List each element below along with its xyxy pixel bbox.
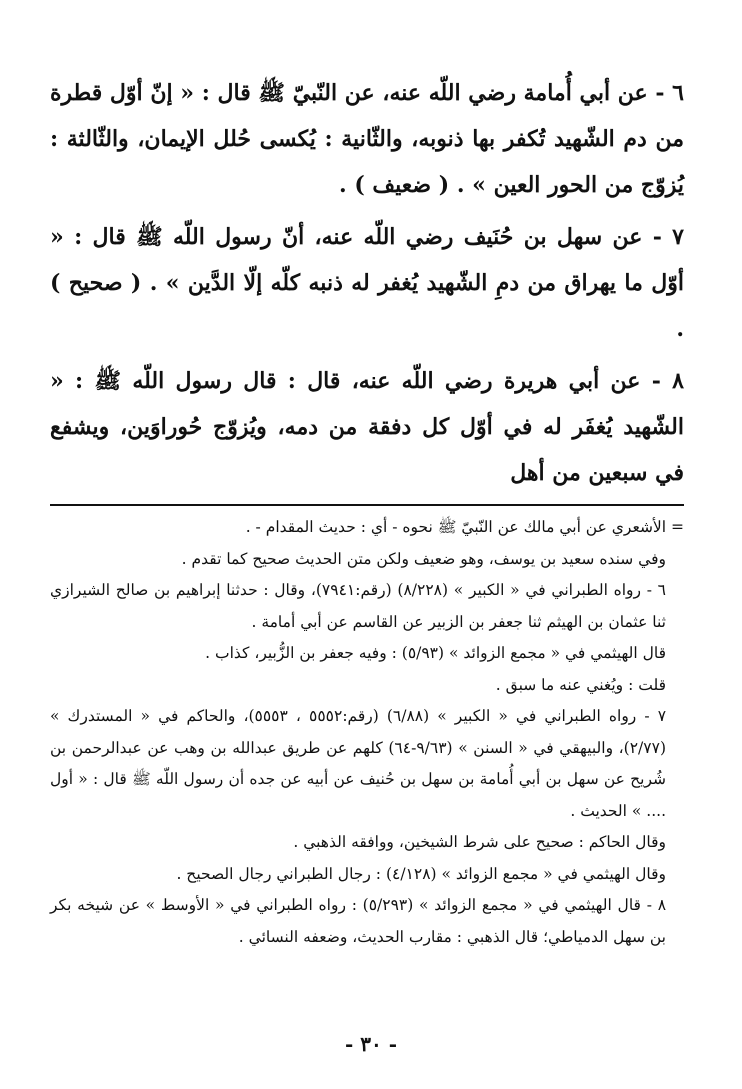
hadith-body: عن سهل بن حُنَيف رضي اللّه عنه، أنّ رسول اللّه ﷺ قال : « أوّل ما يهراق من دمِ الشّهيد يُغفر له ذنبه كلّه إلّا الدَّين » . <box>50 224 684 296</box>
hadith-8 <box>50 358 684 496</box>
footnote-line: قلت : ويُغني عنه ما سبق . <box>495 675 666 694</box>
footnote-line: ٨ - قال الهيثمي في « مجمع الزوائد » (٥/٢٩٣) : رواه الطبراني في « الأوسط » عن شيخه بكر بن سهل الدمياطي؛ قال الذهبي : مقارب الحديث، وضعفه النسائي . <box>50 896 667 946</box>
footnote-line: وفي سنده سعيد بن يوسف، وهو ضعيف ولكن متن الحديث صحيح كما تقدم . <box>181 549 666 568</box>
hadith-body: عن أبي أُمامة رضي اللّه عنه، عن النّبيّ ﷺ قال : « إنّ أوّل قطرة من دم الشّهيد تُكفر بها ذنوبه، والثّانية : يُكسى حُلل الإيمان، والثّالثة : يُزوّج من الحور العين » . <box>50 80 684 198</box>
footnote-line: = الأشعري عن أبي مالك عن النّبيّ ﷺ نحوه - أي : حديث المقدام - . <box>245 518 684 536</box>
hadith-body: عن أبي هريرة رضي اللّه عنه، قال : قال رسول اللّه ﷺ : « الشّهيد يُغفَر له في أوّل كل دفقة من دمه، ويُزوّج حُوراوَين، ويشفع في سبعين من أهل <box>50 368 684 486</box>
hadith-number: ٧ - <box>652 224 684 250</box>
footnote-line: وقال الهيثمي في « مجمع الزوائد » (٤/١٢٨) : رجال الطبراني رجال الصحيح . <box>176 864 666 883</box>
hadith-grade: ( ضعيف ) . <box>339 172 450 198</box>
footnote-line: وقال الحاكم : صحيح على شرط الشيخين، ووافقه الذهبي . <box>293 833 666 851</box>
page-number: - ٣٠ - <box>344 1032 397 1056</box>
footnote-line: ٦ - رواه الطبراني في « الكبير » (٨/٢٢٨) (رقم:٧٩٤١)، وقال : حدثنا إبراهيم بن صالح الشيرازي ثنا عثمان بن الهيثم ثنا جعفر بن الزبير عن القاسم عن أبي أمامة . <box>50 581 666 631</box>
hadith-6 <box>50 70 684 208</box>
main-text <box>50 70 684 496</box>
hadith-7 <box>50 214 684 352</box>
hadith-number: ٨ - <box>651 368 684 394</box>
footnotes <box>50 512 684 953</box>
footnote-divider <box>50 504 684 506</box>
footnote-line: قال الهيثمي في « مجمع الزوائد » (٥/٩٣) : وفيه جعفر بن الزُّبير، كذاب . <box>205 644 666 662</box>
hadith-number: ٦ - <box>655 80 684 106</box>
footnote-line: ٧ - رواه الطبراني في « الكبير » (٦/٨٨) (رقم:٥٥٥٢ ، ٥٥٥٣)، والحاكم في « المستدرك » (٢/٧٧)، والبيهقي في « السنن » (٩/٦٣-٦٤) كلهم عن طريق عبدالله بن وهب عن عبدالرحمن بن شُريح عن سهل بن أبي أُمامة بن سهل بن حُنيف عن أبيه عن جده أن رسول اللّه ﷺ قال : « أول .... » الحديث . <box>50 707 667 820</box>
hadith-grade: ( صحيح ) . <box>50 270 684 342</box>
